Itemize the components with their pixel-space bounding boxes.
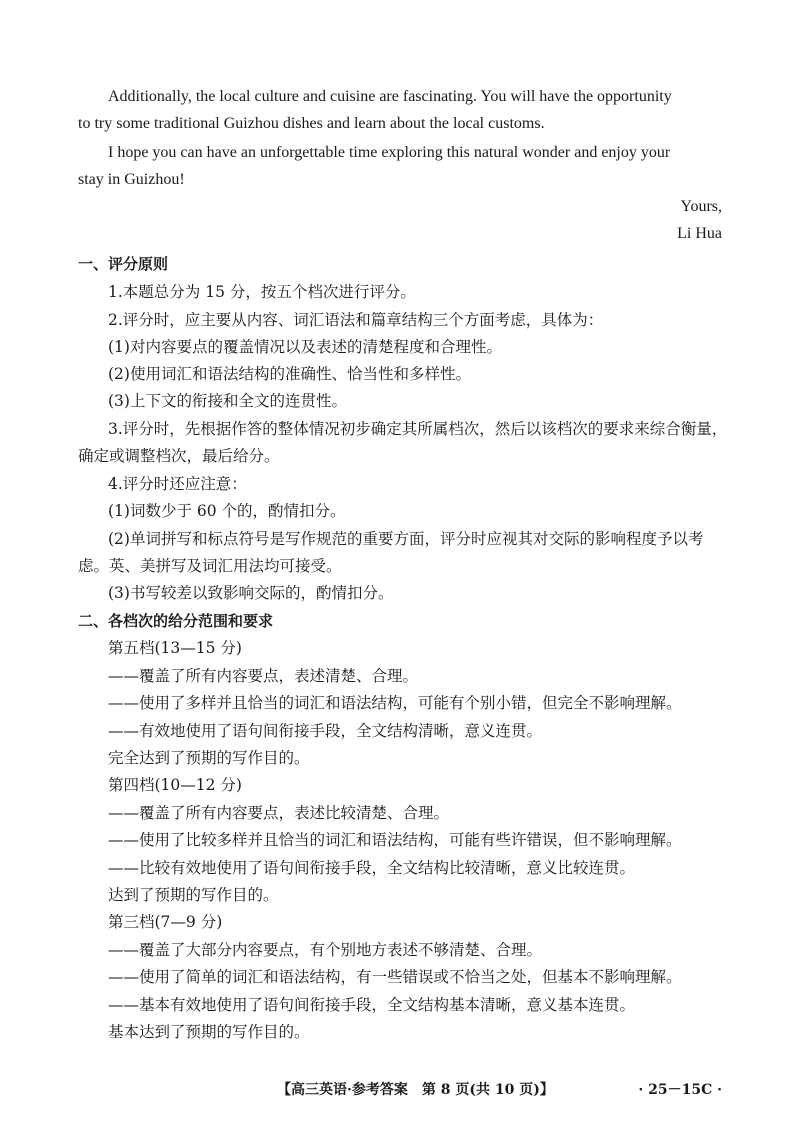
section-1-item-4-sub-3: (3)书写较差以致影响交际的，酌情扣分。 xyxy=(108,584,394,602)
footer-page-label: 【高三英语·参考答案 第 8 页(共 10 页)】 xyxy=(277,1082,554,1098)
tier-5-summary: 完全达到了预期的写作目的。 xyxy=(108,749,310,767)
section-1-item-4-sub-2-line-2: 虑。英、美拼写及词汇用法均可接受。 xyxy=(78,557,342,575)
section-1-heading: 一、评分原则 xyxy=(78,255,169,273)
section-2-heading: 二、各档次的给分范围和要求 xyxy=(78,612,274,630)
letter-paragraph-2-line-2: stay in Guizhou! xyxy=(78,171,185,188)
section-1-item-2-sub-3: (3)上下文的衔接和全文的连贯性。 xyxy=(108,392,347,410)
section-1-item-1: 1.本题总分为 15 分，按五个档次进行评分。 xyxy=(108,283,416,301)
section-1-item-2-sub-1: (1)对内容要点的覆盖情况以及表述的清楚程度和合理性。 xyxy=(108,338,502,356)
tier-5-requirement-1: ——覆盖了所有内容要点，表述清楚、合理。 xyxy=(108,667,419,685)
letter-closing: Yours, xyxy=(680,198,722,215)
section-1-item-4-sub-2-line-1: (2)单词拼写和标点符号是写作规范的重要方面，评分时应视其对交际的影响程度予以考 xyxy=(108,530,704,548)
tier-3-title: 第三档(7—9 分) xyxy=(108,913,223,931)
letter-paragraph-1-line-1: Additionally, the local culture and cuisine are fascinating. You will have the opportunity xyxy=(108,88,672,105)
tier-5-title: 第五档(13—15 分) xyxy=(108,639,242,657)
tier-5-requirement-3: ——有效地使用了语句间衔接手段，全文结构清晰，意义连贯。 xyxy=(108,722,543,740)
tier-3-summary: 基本达到了预期的写作目的。 xyxy=(108,1023,310,1041)
tier-3-requirement-1: ——覆盖了大部分内容要点，有个别地方表述不够清楚、合理。 xyxy=(108,941,543,959)
tier-3-requirement-2: ——使用了简单的词汇和语法结构，有一些错误或不恰当之处，但基本不影响理解。 xyxy=(108,968,682,986)
tier-4-title: 第四档(10—12 分) xyxy=(108,776,242,794)
section-1-item-3-line-1: 3.评分时，先根据作答的整体情况初步确定其所属档次，然后以该档次的要求来综合衡量， xyxy=(108,420,728,438)
letter-paragraph-2-line-1: I hope you can have an unforgettable time exploring this natural wonder and enjoy your xyxy=(108,144,671,161)
section-1-item-4-sub-1: (1)词数少于 60 个的，酌情扣分。 xyxy=(108,502,346,520)
tier-4-requirement-3: ——比较有效地使用了语句间衔接手段，全文结构比较清晰，意义比较连贯。 xyxy=(108,859,636,877)
tier-3-requirement-3: ——基本有效地使用了语句间衔接手段，全文结构基本清晰，意义基本连贯。 xyxy=(108,996,636,1014)
tier-4-summary: 达到了预期的写作目的。 xyxy=(108,886,279,904)
tier-5-requirement-2: ——使用了多样并且恰当的词汇和语法结构，可能有个别小错，但完全不影响理解。 xyxy=(108,694,682,712)
section-1-item-3-line-2: 确定或调整档次，最后给分。 xyxy=(78,447,280,465)
section-1-item-4: 4.评分时还应注意： xyxy=(108,475,247,493)
tier-4-requirement-2: ——使用了比较多样并且恰当的词汇和语法结构，可能有些许错误，但不影响理解。 xyxy=(108,831,682,849)
section-1-item-2-sub-2: (2)使用词汇和语法结构的准确性、恰当性和多样性。 xyxy=(108,365,471,383)
section-1-item-2: 2.评分时，应主要从内容、词汇语法和篇章结构三个方面考虑，具体为： xyxy=(108,311,604,329)
footer-exam-code: · 25－15C · xyxy=(638,1082,722,1098)
letter-signature: Li Hua xyxy=(677,225,722,242)
letter-paragraph-1-line-2: to try some traditional Guizhou dishes and learn about the local customs. xyxy=(78,115,545,132)
tier-4-requirement-1: ——覆盖了所有内容要点，表述比较清楚、合理。 xyxy=(108,804,450,822)
